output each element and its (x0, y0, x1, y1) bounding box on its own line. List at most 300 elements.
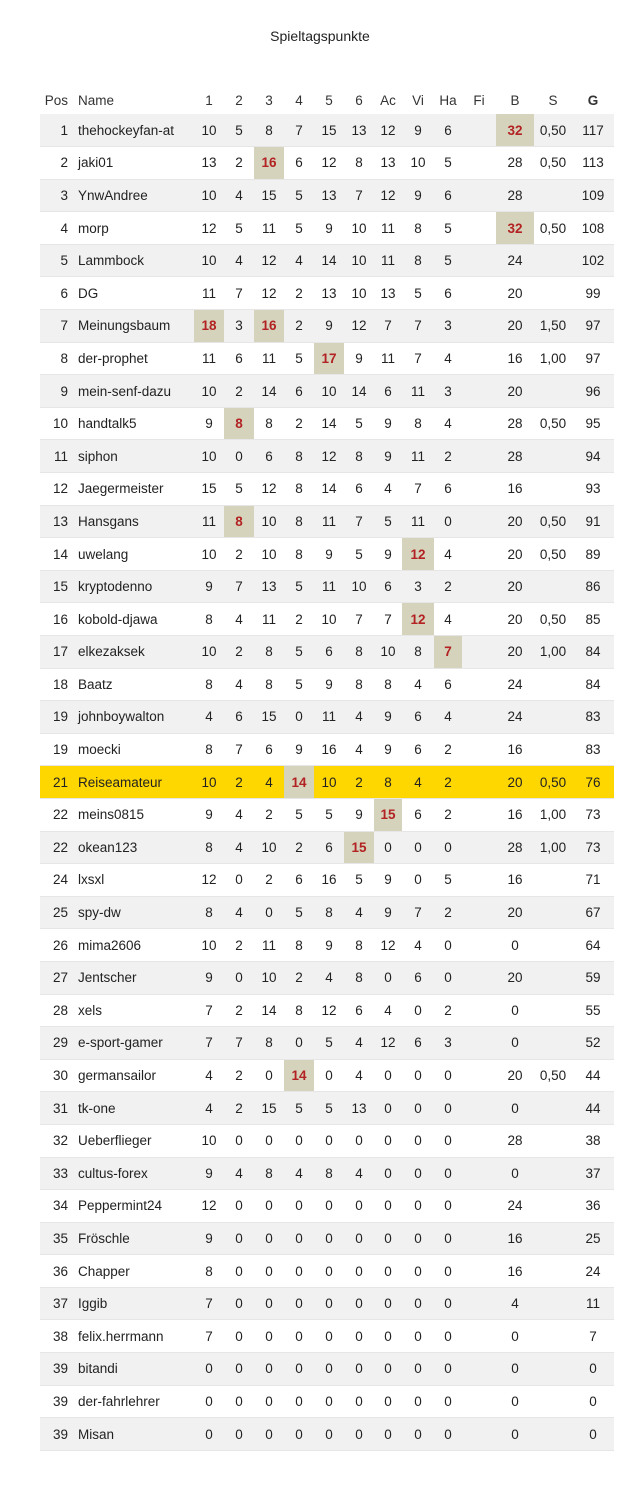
score-cell (534, 1222, 572, 1255)
score-cell: 10 (261, 970, 277, 986)
score-cell (462, 1385, 496, 1418)
score-cell: 11 (261, 937, 276, 953)
score-cell: 0 (444, 1263, 452, 1279)
score-cell: 11 (321, 579, 336, 595)
score-cell: 0 (444, 1426, 452, 1442)
score-cell: 52 (585, 1035, 601, 1051)
score-cell: 0 (589, 1426, 597, 1442)
position-cell: 28 (52, 1002, 68, 1018)
score-cell (462, 1255, 496, 1288)
score-cell: 4 (205, 1068, 213, 1084)
score-cell: 8 (265, 416, 273, 432)
score-cell: 24 (507, 1198, 523, 1214)
score-cell: 8 (265, 1165, 273, 1181)
score-cell: 0 (235, 448, 243, 464)
score-cell (534, 473, 572, 506)
score-cell: 2 (235, 774, 243, 790)
score-cell: 20 (507, 383, 523, 399)
score-cell: 5 (295, 807, 303, 823)
score-cell: 0 (444, 1100, 452, 1116)
column-header-4[interactable]: 4 (295, 92, 303, 108)
score-cell: 0 (295, 1426, 303, 1442)
score-cell: 0 (589, 1361, 597, 1377)
score-cell (462, 603, 496, 636)
score-cell (462, 864, 496, 897)
score-cell: 0 (355, 1230, 363, 1246)
score-cell: 12 (380, 937, 396, 953)
column-header-vi[interactable]: Vi (412, 92, 424, 108)
score-cell: 24 (507, 676, 523, 692)
score-cell: 10 (380, 644, 396, 660)
score-cell: 7 (355, 611, 363, 627)
position-cell: 31 (52, 1100, 68, 1116)
score-cell: 7 (414, 318, 422, 334)
score-cell (534, 1157, 572, 1190)
score-cell: 0 (205, 1393, 213, 1409)
player-name-cell: xels (78, 1002, 103, 1018)
player-name-cell: Misan (78, 1426, 115, 1442)
position-cell: 22 (52, 839, 68, 855)
score-cell: 0 (444, 839, 452, 855)
table-row[interactable] (40, 538, 614, 571)
score-cell: 9 (384, 872, 392, 888)
score-cell: 9 (325, 546, 333, 562)
player-name-cell: Iggib (78, 1296, 108, 1312)
score-cell (462, 1418, 496, 1451)
score-cell: 2 (235, 1100, 243, 1116)
column-header-pos[interactable]: Pos (44, 92, 68, 108)
score-cell: 85 (585, 611, 601, 627)
score-cell: 7 (205, 1328, 213, 1344)
score-cell: 15 (374, 798, 402, 831)
score-cell: 95 (585, 416, 601, 432)
score-cell: 3 (444, 318, 452, 334)
player-name-cell: kryptodenno (78, 579, 153, 595)
score-cell (462, 570, 496, 603)
score-cell: 0 (511, 1035, 519, 1051)
score-cell: 0 (511, 1328, 519, 1344)
player-name-cell: okean123 (78, 839, 138, 855)
table-row[interactable] (40, 1092, 614, 1125)
score-cell: 4 (235, 807, 243, 823)
score-cell: 12 (201, 872, 217, 888)
column-header-ac[interactable]: Ac (380, 92, 396, 108)
score-cell: 14 (284, 1059, 314, 1092)
score-cell: 9 (414, 187, 422, 203)
score-cell: 6 (325, 644, 333, 660)
score-cell: 10 (351, 285, 367, 301)
position-cell: 9 (60, 383, 68, 399)
score-cell: 0 (205, 1361, 213, 1377)
score-cell: 2 (235, 383, 243, 399)
score-cell: 2 (235, 155, 243, 171)
score-cell: 4 (511, 1296, 519, 1312)
score-cell: 0 (384, 1068, 392, 1084)
score-cell: 10 (201, 187, 217, 203)
score-cell: 9 (384, 448, 392, 464)
score-cell: 0 (414, 1100, 422, 1116)
player-name-cell: Hansgans (78, 513, 139, 529)
score-cell: 7 (589, 1328, 597, 1344)
score-cell: 12 (380, 1035, 396, 1051)
score-cell: 4 (235, 676, 243, 692)
score-cell: 2 (235, 1068, 243, 1084)
score-cell: 0 (511, 1002, 519, 1018)
table-row[interactable] (40, 1157, 614, 1190)
score-cell (462, 310, 496, 343)
position-cell: 37 (52, 1296, 68, 1312)
score-cell: 9 (325, 676, 333, 692)
score-cell: 5 (325, 1100, 333, 1116)
score-cell: 0,50 (539, 416, 567, 432)
score-cell: 2 (235, 1002, 243, 1018)
score-cell: 7 (235, 742, 243, 758)
score-cell: 3 (444, 383, 452, 399)
score-cell (462, 994, 496, 1027)
score-cell: 0,50 (539, 155, 567, 171)
score-cell: 0 (325, 1426, 333, 1442)
table-row[interactable] (40, 668, 614, 701)
score-cell: 8 (414, 416, 422, 432)
table-row[interactable] (40, 1222, 614, 1255)
table-row[interactable] (40, 1320, 614, 1353)
table-row[interactable] (40, 212, 614, 245)
table-row[interactable] (40, 733, 614, 766)
score-cell: 0 (384, 1198, 392, 1214)
score-cell: 2 (444, 807, 452, 823)
score-cell: 9 (355, 350, 363, 366)
table-row[interactable] (40, 636, 614, 669)
score-cell: 9 (414, 122, 422, 138)
score-cell: 71 (585, 872, 601, 888)
score-cell: 28 (507, 839, 523, 855)
score-cell: 2 (235, 937, 243, 953)
position-cell: 22 (52, 807, 68, 823)
score-cell: 4 (325, 970, 333, 986)
score-cell (462, 1027, 496, 1060)
score-cell: 0 (444, 1165, 452, 1181)
score-cell: 17 (314, 342, 344, 375)
score-cell: 6 (325, 839, 333, 855)
score-cell: 16 (507, 481, 523, 497)
position-cell: 2 (60, 155, 68, 171)
score-cell: 5 (444, 155, 452, 171)
position-cell: 8 (60, 350, 68, 366)
score-cell: 0 (325, 1263, 333, 1279)
score-cell: 5 (444, 220, 452, 236)
score-cell: 2 (355, 774, 363, 790)
score-cell: 0 (511, 1361, 519, 1377)
score-cell (534, 1027, 572, 1060)
player-name-cell: moecki (78, 742, 121, 758)
score-cell: 8 (384, 774, 392, 790)
score-cell: 0 (235, 1198, 243, 1214)
score-cell (534, 375, 572, 408)
score-cell: 0 (295, 1198, 303, 1214)
score-cell: 0 (265, 1426, 273, 1442)
score-cell: 13 (351, 1100, 367, 1116)
score-cell: 20 (507, 285, 523, 301)
score-cell: 13 (380, 285, 396, 301)
score-cell: 76 (585, 774, 601, 790)
table-row[interactable] (40, 1190, 614, 1223)
table-row[interactable] (40, 896, 614, 929)
score-cell: 0 (325, 1393, 333, 1409)
score-cell: 0,50 (539, 513, 567, 529)
score-cell: 0 (414, 1133, 422, 1149)
score-cell: 9 (205, 416, 213, 432)
score-cell: 64 (585, 937, 601, 953)
player-name-cell: Fröschle (78, 1230, 130, 1246)
table-row[interactable] (40, 570, 614, 603)
score-cell: 11 (201, 350, 216, 366)
score-cell: 10 (321, 774, 337, 790)
score-cell: 83 (585, 709, 601, 725)
score-cell: 2 (235, 644, 243, 660)
player-name-cell: der-prophet (78, 350, 148, 366)
score-cell: 28 (507, 448, 523, 464)
score-cell: 8 (414, 644, 422, 660)
score-cell: 11 (380, 253, 395, 269)
position-cell: 12 (52, 481, 68, 497)
table-row-highlighted[interactable] (40, 766, 614, 799)
score-cell: 8 (295, 481, 303, 497)
score-cell (462, 179, 496, 212)
score-cell: 5 (295, 220, 303, 236)
table-row[interactable] (40, 1124, 614, 1157)
score-cell: 5 (235, 122, 243, 138)
score-cell: 32 (496, 114, 534, 147)
score-cell: 11 (321, 513, 336, 529)
score-cell: 59 (585, 970, 601, 986)
score-cell (462, 538, 496, 571)
score-cell: 20 (507, 611, 523, 627)
score-cell: 0 (414, 1426, 422, 1442)
player-name-cell: germansailor (78, 1068, 157, 1084)
score-cell: 0 (235, 1426, 243, 1442)
score-cell: 8 (205, 676, 213, 692)
score-cell: 0 (384, 1263, 392, 1279)
column-header-2[interactable]: 2 (235, 92, 243, 108)
position-cell: 16 (52, 611, 68, 627)
score-cell: 20 (507, 579, 523, 595)
score-cell: 1,00 (539, 644, 567, 660)
score-cell: 0 (235, 1328, 243, 1344)
score-cell: 0,50 (539, 546, 567, 562)
score-cell: 0 (444, 970, 452, 986)
column-header-3[interactable]: 3 (265, 92, 273, 108)
score-cell (462, 636, 496, 669)
position-cell: 39 (52, 1361, 68, 1377)
player-name-cell: Jentscher (78, 970, 137, 986)
score-cell: 6 (265, 448, 273, 464)
column-header-s[interactable]: S (548, 92, 558, 108)
table-row[interactable] (40, 864, 614, 897)
table-row[interactable] (40, 147, 614, 180)
column-header-b[interactable]: B (510, 92, 520, 108)
score-cell: 8 (295, 1002, 303, 1018)
score-cell: 2 (265, 872, 273, 888)
table-row[interactable] (40, 603, 614, 636)
table-row[interactable] (40, 1353, 614, 1386)
score-cell: 0 (355, 1361, 363, 1377)
score-cell: 93 (585, 481, 601, 497)
score-cell: 4 (235, 611, 243, 627)
score-cell: 0 (355, 1426, 363, 1442)
score-cell: 12 (201, 220, 217, 236)
score-cell (534, 1287, 572, 1320)
score-cell: 7 (434, 636, 462, 669)
score-cell: 0 (355, 1263, 363, 1279)
position-cell: 32 (52, 1133, 68, 1149)
score-cell: 0 (295, 1393, 303, 1409)
player-name-cell: mima2606 (78, 937, 142, 953)
position-cell: 26 (52, 937, 68, 953)
player-name-cell: Ueberflieger (78, 1133, 152, 1149)
score-cell: 8 (205, 742, 213, 758)
score-cell: 8 (325, 905, 333, 921)
score-cell: 7 (384, 611, 392, 627)
score-cell: 4 (235, 187, 243, 203)
table-row[interactable] (40, 375, 614, 408)
score-cell: 37 (585, 1165, 601, 1181)
table-row[interactable] (40, 407, 614, 440)
table-row[interactable] (40, 1418, 614, 1451)
column-header-1[interactable]: 1 (205, 92, 213, 108)
table-row[interactable] (40, 798, 614, 831)
player-name-cell: jaki01 (78, 155, 114, 171)
column-header-6[interactable]: 6 (355, 92, 363, 108)
table-header-row (40, 86, 614, 114)
position-cell: 3 (60, 187, 68, 203)
score-cell: 4 (444, 350, 452, 366)
score-cell: 12 (402, 538, 434, 571)
score-cell: 12 (380, 122, 396, 138)
column-header-ha[interactable]: Ha (439, 92, 457, 108)
player-name-cell: tk-one (78, 1100, 116, 1116)
score-cell: 11 (380, 220, 395, 236)
column-header-name[interactable]: Name (78, 92, 115, 108)
score-cell: 9 (384, 742, 392, 758)
table-row[interactable] (40, 701, 614, 734)
table-row[interactable] (40, 114, 614, 147)
score-cell (534, 733, 572, 766)
score-cell: 109 (581, 187, 605, 203)
table-row[interactable] (40, 179, 614, 212)
position-cell: 39 (52, 1426, 68, 1442)
table-row[interactable] (40, 277, 614, 310)
table-row[interactable] (40, 505, 614, 538)
score-cell: 11 (410, 383, 425, 399)
score-cell: 14 (351, 383, 367, 399)
score-cell: 20 (507, 774, 523, 790)
score-cell (462, 766, 496, 799)
score-cell: 13 (380, 155, 396, 171)
score-cell: 12 (261, 253, 277, 269)
score-cell: 7 (414, 905, 422, 921)
score-cell: 9 (384, 905, 392, 921)
score-cell: 28 (507, 416, 523, 432)
score-cell: 8 (355, 448, 363, 464)
table-row[interactable] (40, 440, 614, 473)
score-cell (462, 733, 496, 766)
position-cell: 33 (52, 1165, 68, 1181)
score-cell (462, 961, 496, 994)
score-cell: 15 (261, 709, 277, 725)
score-cell: 5 (444, 872, 452, 888)
score-cell: 11 (261, 350, 276, 366)
position-cell: 11 (53, 448, 68, 464)
score-cell: 0 (355, 1296, 363, 1312)
table-row[interactable] (40, 310, 614, 343)
player-name-cell: uwelang (78, 546, 129, 562)
score-cell: 0 (325, 1328, 333, 1344)
column-header-g[interactable]: G (587, 92, 599, 108)
score-cell: 4 (235, 1165, 243, 1181)
table-row[interactable] (40, 1027, 614, 1060)
score-cell: 0 (235, 1296, 243, 1312)
score-cell: 4 (355, 709, 363, 725)
score-cell (462, 831, 496, 864)
score-cell: 4 (295, 253, 303, 269)
column-header-5[interactable]: 5 (325, 92, 333, 108)
score-cell: 2 (444, 1002, 452, 1018)
score-cell: 0,50 (539, 122, 567, 138)
column-header-fi[interactable]: Fi (473, 92, 485, 108)
score-cell: 0 (325, 1068, 333, 1084)
table-row[interactable] (40, 994, 614, 1027)
player-name-cell: DG (78, 285, 99, 301)
score-cell: 11 (410, 513, 425, 529)
table-row[interactable] (40, 961, 614, 994)
score-cell: 10 (410, 155, 426, 171)
table-row[interactable] (40, 342, 614, 375)
position-cell: 17 (52, 644, 68, 660)
table-body (40, 114, 614, 1450)
score-cell: 0 (414, 1198, 422, 1214)
table-row[interactable] (40, 1255, 614, 1288)
position-cell: 25 (52, 905, 68, 921)
score-cell (462, 896, 496, 929)
score-cell: 9 (205, 807, 213, 823)
table-row[interactable] (40, 831, 614, 864)
score-cell: 9 (325, 220, 333, 236)
table-row[interactable] (40, 244, 614, 277)
table-row[interactable] (40, 1287, 614, 1320)
table-row[interactable] (40, 473, 614, 506)
position-cell: 27 (52, 970, 68, 986)
score-cell (462, 1124, 496, 1157)
score-cell: 83 (585, 742, 601, 758)
score-cell (462, 440, 496, 473)
score-cell: 36 (585, 1198, 601, 1214)
score-cell: 38 (585, 1133, 601, 1149)
score-cell: 1,50 (539, 318, 567, 334)
score-cell: 25 (585, 1230, 601, 1246)
table-row[interactable] (40, 1059, 614, 1092)
score-cell: 0 (265, 1068, 273, 1084)
score-cell (534, 994, 572, 1027)
table-row[interactable] (40, 1385, 614, 1418)
score-cell: 73 (585, 807, 601, 823)
score-cell: 20 (507, 513, 523, 529)
score-cell: 4 (355, 905, 363, 921)
score-cell: 4 (205, 709, 213, 725)
score-cell (462, 1059, 496, 1092)
table-row[interactable] (40, 929, 614, 962)
score-cell: 10 (351, 253, 367, 269)
score-cell: 15 (261, 187, 277, 203)
